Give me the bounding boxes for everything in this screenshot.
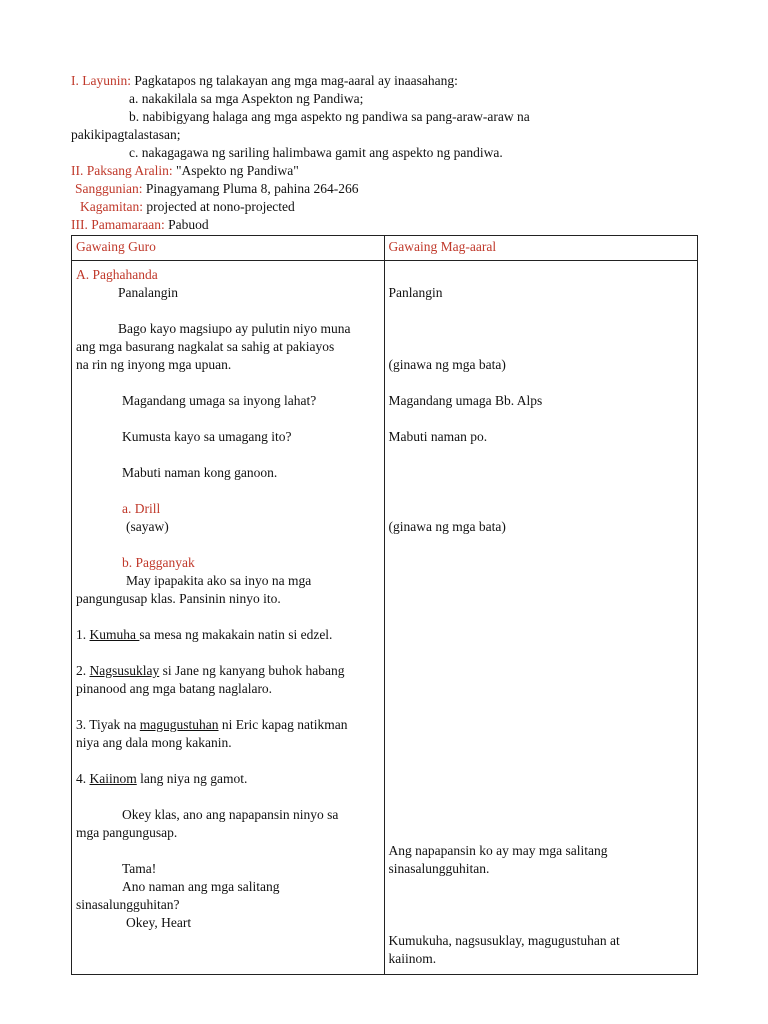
guro-bago-line3: na rin ng inyong mga upuan. xyxy=(76,357,232,372)
underlined-word-kumuha: Kumuha xyxy=(89,627,140,642)
objective-c: c. nakagagawa ng sariling halimbawa gamit ang aspekto ng pandiwa. xyxy=(129,145,503,160)
sanggunian-text: Pinagyamang Pluma 8, pahina 264-266 xyxy=(145,181,359,196)
sentence-3-line2: niya ang dala mong kakanin. xyxy=(76,735,232,750)
objective-b-line2: pakikipagtalastasan; xyxy=(71,127,181,142)
sentence-3-line1: 3. Tiyak na magugustuhan ni Eric kapag natikman xyxy=(76,717,348,732)
paksa-label: II. Paksang Aralin: xyxy=(71,163,173,178)
magaaral-ginawa-1: (ginawa ng mga bata) xyxy=(388,357,506,372)
layunin-label: I. Layunin: xyxy=(71,73,131,88)
table-header-row xyxy=(72,236,698,261)
kagamitan-text: projected at nono-projected xyxy=(146,199,295,214)
magaaral-mabuti-po: Mabuti naman po. xyxy=(388,429,488,444)
magaaral-kumukuha-line1: Kumukuha, nagsusuklay, magugustuhan at xyxy=(388,933,620,948)
sentence-2-line2: pinanood ang mga batang naglalaro. xyxy=(76,681,273,696)
pamamaraan-text: Pabuod xyxy=(168,217,209,232)
table-row xyxy=(72,261,698,975)
pamamaraan-line xyxy=(71,216,698,234)
sentence-2-line1: 2. Nagsusuklay si Jane ng kanyang buhok habang xyxy=(76,663,345,678)
col-header-magaaral: Gawaing Mag-aaral xyxy=(384,236,698,261)
objective-a: a. nakakilala sa mga Aspekton ng Pandiwa; xyxy=(129,91,364,106)
magaaral-umaga-bb: Magandang umaga Bb. Alps xyxy=(388,393,543,408)
magaaral-cell xyxy=(384,261,698,975)
pamamaraan-label: III. Pamamaraan: xyxy=(71,217,165,232)
section-pagganyak: b. Pagganyak xyxy=(122,555,195,570)
guro-cell xyxy=(72,261,385,975)
guro-ipapakita-line1: May ipapakita ako sa inyo na mga xyxy=(126,573,312,588)
guro-heart: Okey, Heart xyxy=(126,915,192,930)
layunin-text: Pagkatapos ng talakayan ang mga mag-aaral ay inaasahang: xyxy=(134,73,458,88)
underlined-word-nagsusuklay: Nagsusuklay xyxy=(89,663,160,678)
col-header-guro: Gawaing Guro xyxy=(72,236,385,261)
layunin-line xyxy=(71,72,698,90)
sentence-4: 4. Kaiinom lang niya ng gamot. xyxy=(76,771,248,786)
guro-okey-line2: mga pangungusap. xyxy=(76,825,178,840)
guro-ano-line2: sinasalungguhitan? xyxy=(76,897,180,912)
magaaral-napansin-line2: sinasalungguhitan. xyxy=(388,861,490,876)
magaaral-panlangin: Panlangin xyxy=(388,285,443,300)
objective-b-line1: b. nabibigyang halaga ang mga aspekto ng pandiwa sa pang-araw-araw na xyxy=(129,109,530,124)
guro-ano-line1: Ano naman ang mga salitang xyxy=(122,879,280,894)
guro-ipapakita-line2: pangungusap klas. Pansinin ninyo ito. xyxy=(76,591,281,606)
lesson-plan-header xyxy=(71,72,698,234)
magaaral-kumukuha-line2: kaiinom. xyxy=(388,951,437,966)
guro-bago-line1: Bago kayo magsiupo ay pulutin niyo muna xyxy=(118,321,351,336)
underlined-word-magugustuhan: magugustuhan xyxy=(139,717,219,732)
guro-kumusta: Kumusta kayo sa umagang ito? xyxy=(122,429,292,444)
sanggunian-label: Sanggunian: xyxy=(75,181,143,196)
procedure-table xyxy=(71,235,698,975)
guro-tama: Tama! xyxy=(122,861,157,876)
guro-umaga: Magandang umaga sa inyong lahat? xyxy=(122,393,317,408)
guro-bago-line2: ang mga basurang nagkalat sa sahig at pakiayos xyxy=(76,339,335,354)
section-paghahanda: A. Paghahanda xyxy=(76,267,158,282)
underlined-word-kaiinom: Kaiinom xyxy=(89,771,137,786)
guro-okey-line1: Okey klas, ano ang napapansin ninyo sa xyxy=(122,807,339,822)
paksa-text: "Aspekto ng Pandiwa" xyxy=(175,163,299,178)
magaaral-ginawa-2: (ginawa ng mga bata) xyxy=(388,519,506,534)
magaaral-napansin-line1: Ang napapansin ko ay may mga salitang xyxy=(388,843,608,858)
guro-sayaw: (sayaw) xyxy=(126,519,169,534)
sentence-1: 1. Kumuha sa mesa ng makakain natin si edzel. xyxy=(76,627,333,642)
sanggunian-line xyxy=(71,180,698,198)
paksa-line xyxy=(71,162,698,180)
kagamitan-label: Kagamitan: xyxy=(80,199,143,214)
guro-mabuti: Mabuti naman kong ganoon. xyxy=(122,465,278,480)
kagamitan-line xyxy=(71,198,698,216)
section-drill: a. Drill xyxy=(122,501,161,516)
guro-panalangin: Panalangin xyxy=(118,285,178,300)
